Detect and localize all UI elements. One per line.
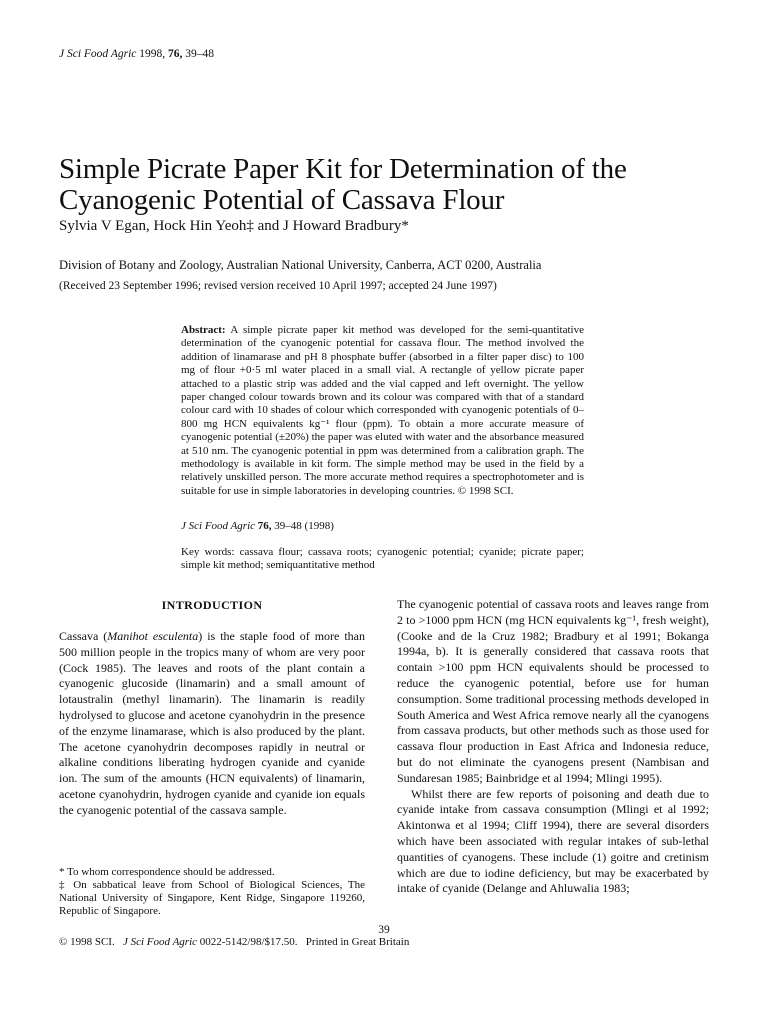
footnote-correspondence: * To whom correspondence should be addressed.	[59, 866, 275, 878]
authors: Sylvia V Egan, Hock Hin Yeoh‡ and J Howard Bradbury*	[59, 218, 409, 234]
bottom-line	[59, 936, 409, 948]
journal-reference	[59, 48, 214, 60]
page-number: 39	[378, 924, 390, 936]
received-dates: (Received 23 September 1996; revised version received 10 April 1997; accepted 24 June 1997)	[59, 280, 497, 292]
right-column-text	[397, 597, 709, 897]
journal-year: 1998,	[139, 48, 166, 60]
abstract-citation	[181, 520, 334, 532]
journal-name: J Sci Food Agric	[59, 48, 137, 60]
citation-journal: J Sci Food Agric	[181, 520, 256, 532]
abstract	[181, 324, 584, 498]
col1-text-start: Cassava (	[59, 629, 108, 643]
citation-rest: 39–48 (1998)	[274, 520, 334, 532]
issn-code: 0022-5142/98/$17.50.	[199, 936, 298, 948]
printed-in: Printed in Great Britain	[305, 936, 410, 948]
bottom-journal: J Sci Food Agric	[122, 936, 198, 948]
section-heading-introduction: INTRODUCTION	[161, 598, 263, 612]
col1-text-rest: ) is the staple food of more than 500 million people in the tropics many of whom are very poor (Cock 1985). The leaves and roots of the plant contain a cyanogenic glucoside (linamarin) and a small amount of lotaustralin (methyl linamarin). The linamarin is readily hydrolysed to glucose and acetone cyanohydrin in the presence of the enzyme linamarase, which is also produced by the plant. The acetone cyanohydrin decomposes rapidly in neutral or alkaline conditions liberating hydrogen cyanide and cyanide ion. The sum of the amounts (HCN equivalents) of linamarin, acetone cyanohydrin, hydrogen cyanide and cyanide ion equals the cyanogenic potential of the cassava sample.	[59, 629, 365, 817]
keywords: Key words: cassava flour; cassava roots; cyanogenic potential; cyanide; picrate paper; simple kit method; semiquantitative method	[181, 546, 584, 572]
col2-paragraph-2: Whilst there are few reports of poisoning and death due to cyanide intake from cassava consumption (Mlingi et al 1992; Akintonwa et al 1994; Cliff 1994), there are several disorders which have been associated with regular intakes of sub-lethal quantities of cyanogens. These include (1) goitre and cretinism which are due to iodine deficiency, but may be exacerbated by intake of cyanide (Delange and Ahluwalia 1983;	[397, 786, 709, 896]
journal-volume: 76,	[168, 48, 183, 60]
left-column-text	[59, 629, 365, 819]
abstract-text: A simple picrate paper kit method was developed for the semi-quantitative determination of the cyanogenic potential for cassava flour. The method involved the addition of linamarase and pH 8 phosphate buffer (absorbed in a filter paper disc) to 100 mg of flour +0·5 ml water placed in a small vial. A rectangle of yellow picrate paper attached to a plastic strip was added and the vial capped and left overnight. The yellow paper changed colour towards brown and its colour was compared with that of a standard colour card with 10 shades of colour which corresponded with cyanogenic potentials of 0–800 mg HCN equivalents kg⁻¹ flour (ppm). To obtain a more accurate measure of cyanogenic potential (±20%) the paper was eluted with water and the absorbance measured at 510 nm. The cyanogenic potential in ppm was determined from a calibration graph. The methodology is available in kit form. The simple method may be used in the field by a relatively unskilled person. The more accurate method requires a spectrophotometer and is suitable for use in simple laboratories in developing countries. © 1998 SCI.	[181, 324, 584, 497]
col2-paragraph-1: The cyanogenic potential of cassava roots and leaves range from 2 to >1000 ppm HCN (mg HCN equivalents kg⁻¹, fresh weight), (Cooke and de la Cruz 1982; Bradbury et al 1991; Bokanga 1994a, b). It is generally considered that cassava roots that contain >100 ppm HCN equivalents should be processed to reduce the cyanogenic potential, before use for human consumption. Some traditional processing methods developed in South America and West Africa remove nearly all the cyanogens from cassava products, but other methods such as those used for cassava flour production in East Africa and Indonesia reduce, but do not eliminate the cyanogens present (Nambisan and Sundaresan 1985; Bainbridge et al 1994; Mlingi 1995).	[397, 597, 709, 785]
paper-title: Simple Picrate Paper Kit for Determination of the Cyanogenic Potential of Cassava Flour	[59, 153, 627, 216]
affiliation: Division of Botany and Zoology, Australian National University, Canberra, ACT 0200, Australia	[59, 258, 542, 272]
copyright: © 1998 SCI.	[59, 936, 115, 948]
citation-volume: 76,	[257, 520, 272, 532]
footnotes	[59, 866, 365, 918]
species-name: Manihot esculenta	[107, 629, 199, 643]
journal-pages: 39–48	[185, 48, 215, 60]
footnote-sabbatical: ‡ On sabbatical leave from School of Biological Sciences, The National University of Singapore, Kent Ridge, Singapore 119260, Republic of Singapore.	[59, 879, 365, 917]
abstract-label: Abstract:	[181, 324, 226, 336]
